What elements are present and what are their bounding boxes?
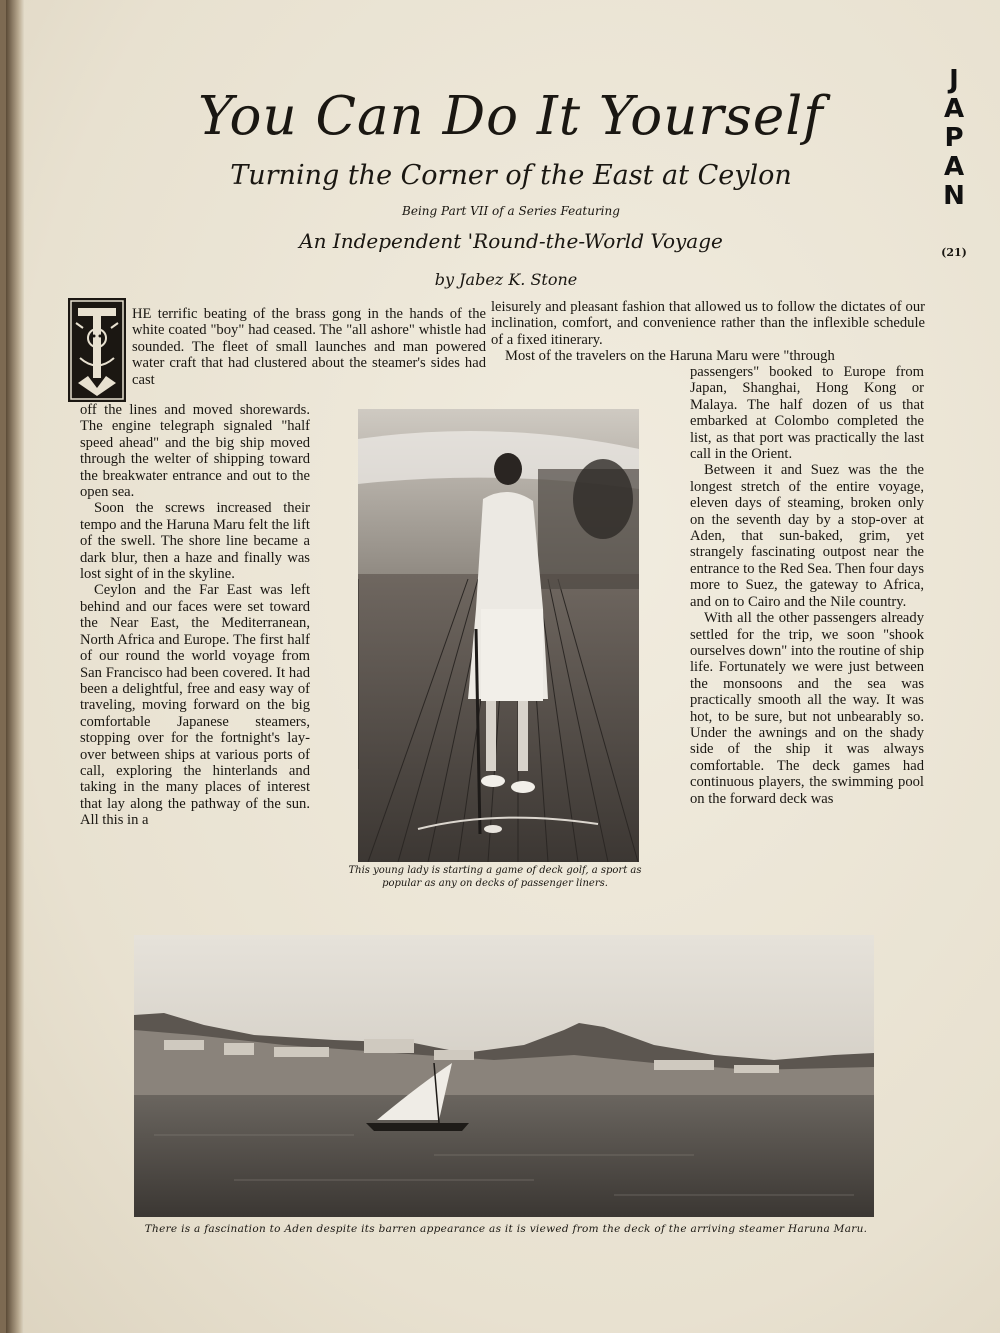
magazine-letter: A (943, 94, 965, 124)
article-paragraph: With all the other passengers already settled for the trip, we soon "shook ourselves down" into the routine of ship life. Fortunately we were just between the monsoons and the sea was practically smooth all the way. It was hot, to be sure, but not unbearably so. Under the awnings and on the shady side of the ship it was always comfortable. The deck games had continuous players, the swimming pool on the forward deck was (690, 610, 924, 807)
article-title: You Can Do It Yourself (198, 86, 824, 147)
deck-golf-caption: This young lady is starting a game of deck golf, a sport as popular as any on decks of passenger liners. (348, 865, 642, 889)
page-number: (21) (941, 246, 967, 259)
deck-golf-photo (358, 409, 639, 862)
article-column-right (690, 364, 924, 807)
article-paragraph: leisurely and pleasant fashion that allowed us to follow the dictates of our inclination, comfort, and convenience rather than the inflexible schedule of a fixed itinerary. (491, 299, 925, 348)
magazine-letter: A (943, 152, 965, 182)
aden-harbor-photo (134, 935, 874, 1217)
series-line: Being Part VII of a Series Featuring (402, 204, 620, 218)
article-paragraph: Ceylon and the Far East was left behind and our faces were set toward the Near East, the Mediterranean, North Africa and Europe. The first half of our round the world voyage from San Francisco had been covered. It had been a delightful, free and easy way of traveling, moving forward on the big comfortable Japanese steamers, stopping over for the fortnight's lay-over between ships at various ports of call, exploring the hinterlands and taking in the many places of interest that lay along the pathway of the sun. All this in a (80, 582, 310, 829)
article-column-left-lower (80, 402, 310, 829)
article-column-top-right (491, 299, 925, 365)
magazine-letter: J (949, 65, 959, 95)
aden-caption: There is a fascination to Aden despite its barren appearance as it is viewed from the deck of the arriving steamer Haruna Maru. (144, 1223, 868, 1235)
article-column-left (80, 306, 486, 388)
article-paragraph: off the lines and moved shorewards. The engine telegraph signaled "half speed ahead" and the big ship moved through the welter of shipping toward the breakwater entrance and out to the open sea. (80, 402, 310, 501)
article-paragraph: Most of the travelers on the Haruna Maru were "through (505, 348, 835, 365)
series-title: An Independent 'Round-the-World Voyage (299, 229, 723, 253)
article-paragraph: Soon the screws increased their tempo and the Haruna Maru felt the lift of the swell. The shore line became a dark blur, then a haze and finally was lost sight of in the skyline. (80, 500, 310, 583)
aden-harbor-image (134, 935, 874, 1217)
deck-golf-image (358, 409, 639, 862)
article-subtitle: Turning the Corner of the East at Ceylon (230, 160, 792, 191)
magazine-letter: N (943, 181, 965, 211)
page-spine-shadow (6, 0, 24, 1333)
article-paragraph: HE terrific beating of the brass gong in the hands of the white coated "boy" had ceased. The "all ashore" whistle had sounded. The fleet of small launches and man powered water craft that had clustered about the steamer's sides had cast (132, 306, 486, 388)
magazine-letter: P (944, 123, 964, 153)
magazine-page (6, 0, 1000, 1333)
article-paragraph: passengers" booked to Europe from Japan, Shanghai, Hong Kong or Malaya. The half dozen of us that embarked at Colombo completed the list, as that port was practically the last call in the Orient. (690, 364, 924, 463)
magazine-name (934, 66, 974, 211)
byline: by Jabez K. Stone (434, 270, 578, 289)
article-paragraph: Between it and Suez was the the longest stretch of the entire voyage, eleven days of steaming, broken only on the seventh day by a stop-over at Aden, that sun-baked, grim, yet strangely fascinating outpost near the entrance to the Red Sea. Then four days more to Suez, the gateway to Africa, and on to Cairo and the Nile country. (690, 462, 924, 610)
